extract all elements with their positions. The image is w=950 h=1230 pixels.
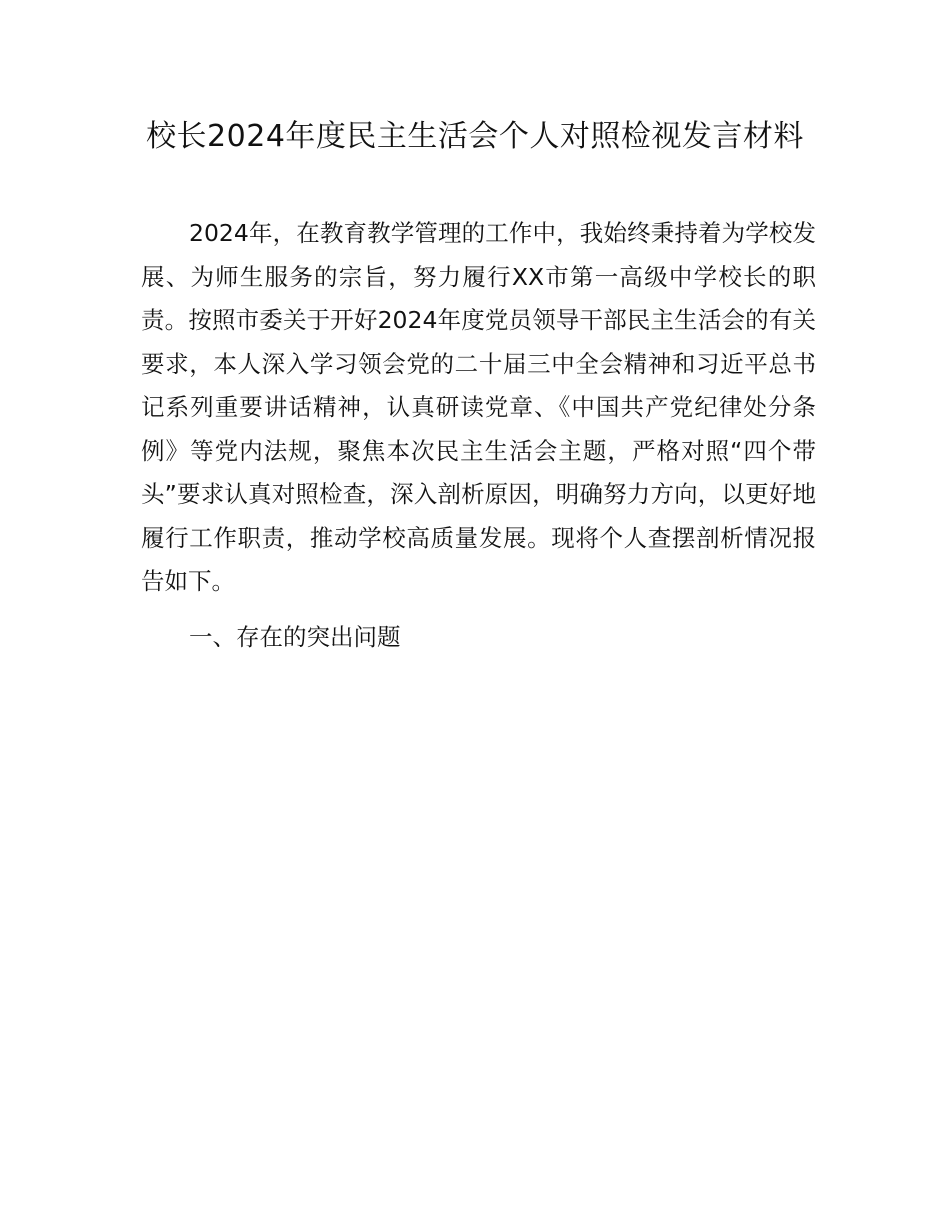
document-title: 校长2024年度民主生活会个人对照检视发言材料 (146, 119, 804, 154)
intro-paragraph: 2024年，在教育教学管理的工作中，我始终秉持着为学校发展、为师生服务的宗旨，努力履行XX市第一高级中学校长的职责。按照市委关于开好2024年度党员领导干部民主生活会的有关要求，本人深入学习领会党的二十届三中全会精神和习近平总书记系列重要讲话精神，认真研读党章、《中国共产党纪律处分条例》等党内法规，聚焦本次民主生活会主题，严格对照“四个带头”要求认真对照检查，深入剖析原因，明确努力方向，以更好地履行工作职责，推动学校高质量发展。现将个人查摆剖析情况报告如下。 (141, 219, 816, 595)
section-heading: 一、存在的突出问题 (189, 623, 401, 651)
